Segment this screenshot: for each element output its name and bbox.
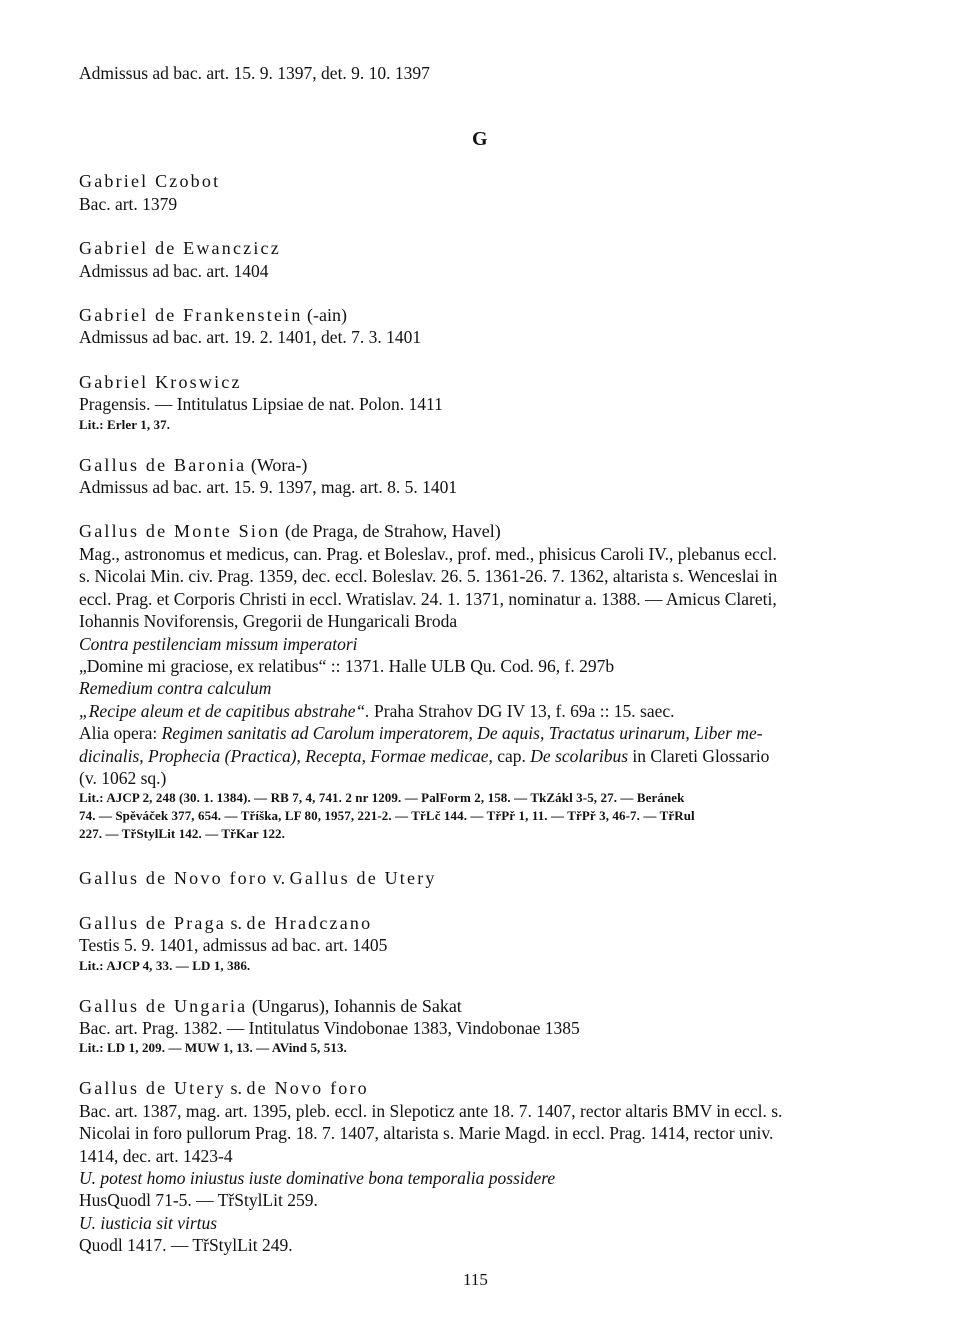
entry-line: 1414, dec. art. 1423-4 bbox=[79, 1145, 233, 1166]
literature-line: Lit.: AJCP 4, 33. — LD 1, 386. bbox=[79, 957, 251, 973]
entry-line: Bac. art. Prag. 1382. — Intitulatus Vindobonae 1383, Vindobonae 1385 bbox=[79, 1017, 580, 1038]
entry-line: Admissus ad bac. art. 15. 9. 1397, mag. art. 8. 5. 1401 bbox=[79, 477, 458, 498]
other-works: dicinalis, Prophecia (Practica), Recepta, Formae medicae, cap. De scolaribus in Clareti Glossario bbox=[79, 745, 770, 766]
entry-line: Iohannis Noviforensis, Gregorii de Hungaricali Broda bbox=[79, 611, 458, 632]
entry-heading: Gallus de Praga s. de Hradczano bbox=[79, 912, 373, 933]
work-title: U. iusticia sit virtus bbox=[79, 1212, 218, 1233]
entry-heading: Gabriel Czobot bbox=[79, 171, 221, 192]
entry-line: Pragensis. — Intitulatus Lipsiae de nat. Polon. 1411 bbox=[79, 394, 443, 415]
entry-heading: Gabriel de Frankenstein (-ain) bbox=[79, 305, 348, 326]
literature-line: Lit.: AJCP 2, 248 (30. 1. 1384). — RB 7, 4, 741. 2 nr 1209. — PalForm 2, 158. — TkZákl 3-5, 27. — Beránek bbox=[79, 790, 685, 806]
entry-line: Admissus ad bac. art. 1404 bbox=[79, 260, 269, 281]
entry-line: Bac. art. 1379 bbox=[79, 193, 178, 214]
literature-line: 227. — TřStylLit 142. — TřKar 122. bbox=[79, 826, 285, 842]
literature-line: Lit.: LD 1, 209. — MUW 1, 13. — AVind 5, 513. bbox=[79, 1040, 347, 1056]
work-title: Contra pestilenciam missum imperatori bbox=[79, 633, 358, 654]
entry-line: s. Nicolai Min. civ. Prag. 1359, dec. eccl. Boleslav. 26. 5. 1361-26. 7. 1362, altarista s. Wenceslai in bbox=[79, 566, 778, 587]
other-works: (v. 1062 sq.) bbox=[79, 767, 167, 788]
section-letter: G bbox=[472, 128, 488, 150]
work-reference: HusQuodl 71-5. — TřStylLit 259. bbox=[79, 1190, 318, 1211]
entry-line: Admissus ad bac. art. 19. 2. 1401, det. 7. 3. 1401 bbox=[79, 327, 422, 348]
other-works: Alia opera: Regimen sanitatis ad Carolum imperatorem, De aquis, Tractatus urinarum, Liber me- bbox=[79, 723, 763, 744]
entry-line: Mag., astronomus et medicus, can. Prag. et Boleslav., prof. med., phisicus Caroli IV., plebanus eccl. bbox=[79, 543, 777, 564]
entry-heading: Gallus de Utery s. de Novo foro bbox=[79, 1078, 369, 1099]
entry-heading: Gabriel de Ewanczicz bbox=[79, 238, 281, 259]
entry-line: eccl. Prag. et Corporis Christi in eccl. Wratislav. 24. 1. 1371, nominatur a. 1388. — Amicus Clareti, bbox=[79, 588, 777, 609]
entry-heading: Gabriel Kroswicz bbox=[79, 371, 242, 392]
page-number: 115 bbox=[463, 1270, 488, 1289]
entry-line: Bac. art. 1387, mag. art. 1395, pleb. eccl. in Slepoticz ante 18. 7. 1407, rector altaris BMV in eccl. s. bbox=[79, 1100, 783, 1121]
top-line: Admissus ad bac. art. 15. 9. 1397, det. 9. 10. 1397 bbox=[79, 63, 430, 83]
literature-line: Lit.: Erler 1, 37. bbox=[79, 416, 171, 432]
entry-heading: Gallus de Baronia (Wora-) bbox=[79, 454, 308, 475]
cross-reference: Gallus de Novo foro v. Gallus de Utery bbox=[79, 868, 437, 889]
literature-line: 74. — Spěváček 377, 654. — Tříška, LF 80, 1957, 221-2. — TřLč 144. — TřPř 1, 11. — TřPř 3, 46-7. — TřRul bbox=[79, 808, 695, 824]
entry-heading: Gallus de Ungaria (Ungarus), Iohannis de Sakat bbox=[79, 995, 462, 1016]
work-incipit: „Recipe aleum et de capitibus abstrahe“. Praha Strahov DG IV 13, f. 69a :: 15. saec. bbox=[79, 700, 675, 721]
work-incipit: „Domine mi graciose, ex relatibus“ :: 1371. Halle ULB Qu. Cod. 96, f. 297b bbox=[79, 655, 615, 676]
entry-heading: Gallus de Monte Sion (de Praga, de Strahow, Havel) bbox=[79, 521, 501, 542]
work-reference: Quodl 1417. — TřStylLit 249. bbox=[79, 1235, 293, 1256]
entry-line: Testis 5. 9. 1401, admissus ad bac. art. 1405 bbox=[79, 935, 388, 956]
work-title: U. potest homo iniustus iuste dominative bona temporalia possidere bbox=[79, 1168, 556, 1188]
entry-line: Nicolai in foro pullorum Prag. 18. 7. 1407, altarista s. Marie Magd. in eccl. Prag. 1414, rector univ. bbox=[79, 1123, 774, 1144]
work-title: Remedium contra calculum bbox=[79, 678, 272, 699]
page-content bbox=[79, 62, 885, 1257]
